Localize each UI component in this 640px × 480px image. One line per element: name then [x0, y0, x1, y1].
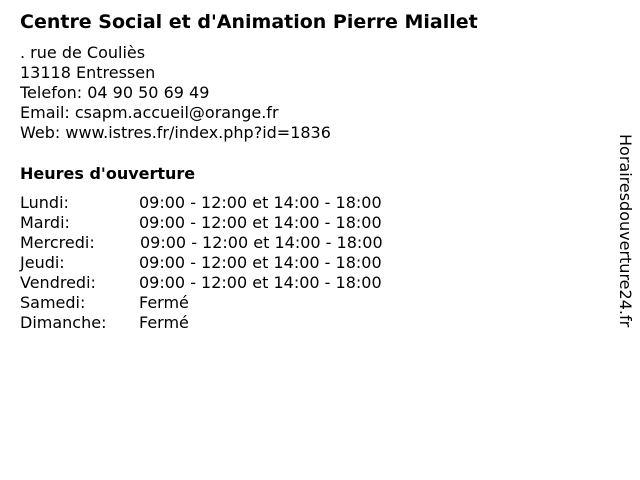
hours-row-mercredi [20, 233, 440, 253]
time-range: 09:00 - 12:00 et 14:00 - 18:00 [139, 253, 382, 272]
day-label: Mardi: [20, 213, 70, 232]
time-range: 09:00 - 12:00 et 14:00 - 18:00 [139, 213, 382, 232]
hours-row-mardi [20, 213, 440, 233]
day-label: Jeudi: [20, 253, 65, 272]
site-watermark: Horairesdouverture24.fr [616, 134, 635, 328]
hours-row-dimanche [20, 313, 440, 333]
hours-row-jeudi [20, 253, 440, 273]
day-label: Samedi: [20, 293, 86, 312]
opening-hours-table [20, 193, 440, 333]
hours-row-lundi [20, 193, 440, 213]
time-range: Fermé [139, 293, 189, 312]
email-address: Email: csapm.accueil@orange.fr [20, 103, 279, 122]
day-label: Dimanche: [20, 313, 107, 332]
hours-heading: Heures d'ouverture [20, 164, 196, 183]
day-label: Lundi: [20, 193, 69, 212]
hours-row-samedi [20, 293, 440, 313]
city-postal: 13118 Entressen [20, 63, 156, 82]
phone-number: Telefon: 04 90 50 69 49 [20, 83, 210, 102]
time-range: 09:00 - 12:00 et 14:00 - 18:00 [139, 273, 382, 292]
hours-row-vendredi [20, 273, 440, 293]
time-range: 09:00 - 12:00 et 14:00 - 18:00 [139, 193, 382, 212]
time-range: Fermé [139, 313, 189, 332]
address-block [20, 43, 331, 143]
day-label: Mercredi: [20, 233, 95, 252]
website-url: Web: www.istres.fr/index.php?id=1836 [20, 123, 331, 142]
business-title: Centre Social et d'Animation Pierre Miallet [20, 11, 478, 33]
time-range: 09:00 - 12:00 et 14:00 - 18:00 [140, 233, 383, 252]
day-label: Vendredi: [20, 273, 96, 292]
street-address: . rue de Couliès [20, 43, 146, 62]
